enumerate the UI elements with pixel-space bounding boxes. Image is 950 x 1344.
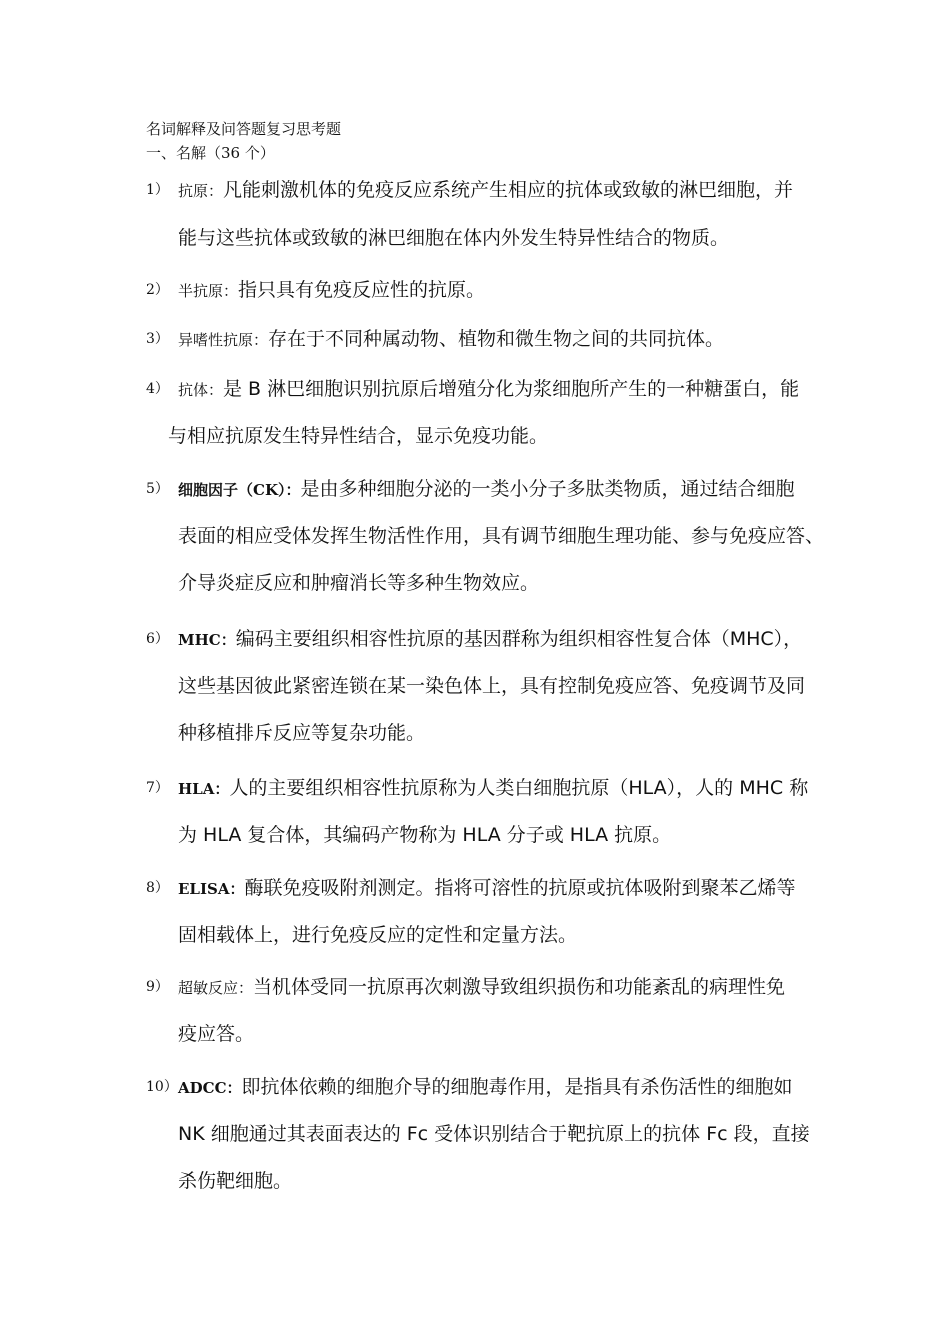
- glossary-entry-antigen: [146, 175, 812, 253]
- entry-term: 超敏反应：: [178, 979, 254, 997]
- glossary-entry-antibody: [146, 374, 812, 451]
- glossary-entry-adcc: [146, 1072, 812, 1196]
- entry-definition-line: 编码主要组织相容性抗原的基因群称为组织相容性复合体（MHC），: [235, 628, 803, 650]
- entry-term: ELISA：: [178, 880, 245, 898]
- entry-term: 抗体：: [178, 381, 224, 399]
- entry-number: 10）: [146, 1079, 178, 1095]
- entry-definition-line: 当机体受同一抗原再次刺激导致组织损伤和功能紊乱的病理性免: [253, 976, 786, 998]
- entry-definition-line: 是 B 淋巴细胞识别抗原后增殖分化为浆细胞所产生的一种糖蛋白，能: [223, 378, 800, 400]
- entry-definition-line: 即抗体依赖的细胞介导的细胞毒作用，是指具有杀伤活性的细胞如: [241, 1076, 793, 1098]
- entry-number: 1）: [146, 182, 169, 198]
- glossary-entry-mhc: [146, 624, 812, 748]
- entry-definition-line: 凡能刺激机体的免疫反应系统产生相应的抗体或致敏的淋巴细胞，并: [223, 179, 794, 201]
- section-heading: 一、名解（36 个）: [146, 144, 275, 162]
- entry-number: 6）: [146, 631, 169, 647]
- entry-term: MHC：: [178, 631, 236, 649]
- entry-definition-line: 介导炎症反应和肿瘤消长等多种生物效应。: [178, 572, 540, 594]
- entry-definition-line: 固相载体上，进行免疫反应的定性和定量方法。: [178, 924, 578, 946]
- glossary-entry-hypersensitivity: [146, 972, 812, 1049]
- entry-number: 5）: [146, 481, 169, 497]
- glossary-entry-hapten: [146, 275, 812, 305]
- glossary-entry-heterophile-antigen: [146, 324, 812, 354]
- entry-definition-line: 酶联免疫吸附剂测定。指将可溶性的抗原或抗体吸附到聚苯乙烯等: [244, 877, 796, 899]
- glossary-entry-hla: [146, 773, 812, 850]
- entry-definition-line: 与相应抗原发生特异性结合，显示免疫功能。: [168, 425, 549, 447]
- entry-term: 异嗜性抗原：: [178, 331, 269, 349]
- entry-number: 4）: [146, 381, 169, 397]
- entry-number: 8）: [146, 880, 169, 896]
- document-title: 名词解释及问答题复习思考题: [146, 120, 342, 138]
- entry-definition-line: 种移植排斥反应等复杂功能。: [178, 722, 426, 744]
- entry-definition-line: 指只具有免疫反应性的抗原。: [238, 279, 486, 301]
- glossary-entry-elisa: [146, 873, 812, 950]
- entry-term: HLA：: [178, 780, 230, 798]
- entry-definition-line: 这些基因彼此紧密连锁在某一染色体上，具有控制免疫应答、免疫调节及同: [178, 675, 806, 697]
- entry-definition-line: 存在于不同种属动物、植物和微生物之间的共同抗体。: [268, 328, 725, 350]
- entry-definition-line: 表面的相应受体发挥生物活性作用，具有调节细胞生理功能、参与免疫应答、: [178, 525, 825, 547]
- entry-term: ADCC：: [178, 1079, 242, 1097]
- entry-number: 3）: [146, 331, 169, 347]
- glossary-entry-cytokine: [146, 474, 825, 598]
- entry-term: 抗原：: [178, 182, 224, 200]
- entry-number: 7）: [146, 780, 169, 796]
- entry-term: 细胞因子（CK）：: [178, 481, 301, 499]
- entry-definition-line: 人的主要组织相容性抗原称为人类白细胞抗原（HLA），人的 MHC 称: [229, 777, 809, 799]
- entry-definition-line: NK 细胞通过其表面表达的 Fc 受体识别结合于靶抗原上的抗体 Fc 段，直接: [178, 1123, 810, 1145]
- entry-number: 2）: [146, 282, 169, 298]
- entry-definition-line: 杀伤靶细胞。: [178, 1170, 293, 1192]
- entry-term: 半抗原：: [178, 282, 239, 300]
- entry-number: 9）: [146, 979, 169, 995]
- entry-definition-line: 是由多种细胞分泌的一类小分子多肽类物质，通过结合细胞: [300, 478, 795, 500]
- entry-definition-line: 能与这些抗体或致敏的淋巴细胞在体内外发生特异性结合的物质。: [178, 227, 730, 249]
- entry-definition-line: 为 HLA 复合体，其编码产物称为 HLA 分子或 HLA 抗原。: [178, 824, 672, 846]
- entry-definition-line: 疫应答。: [178, 1023, 255, 1045]
